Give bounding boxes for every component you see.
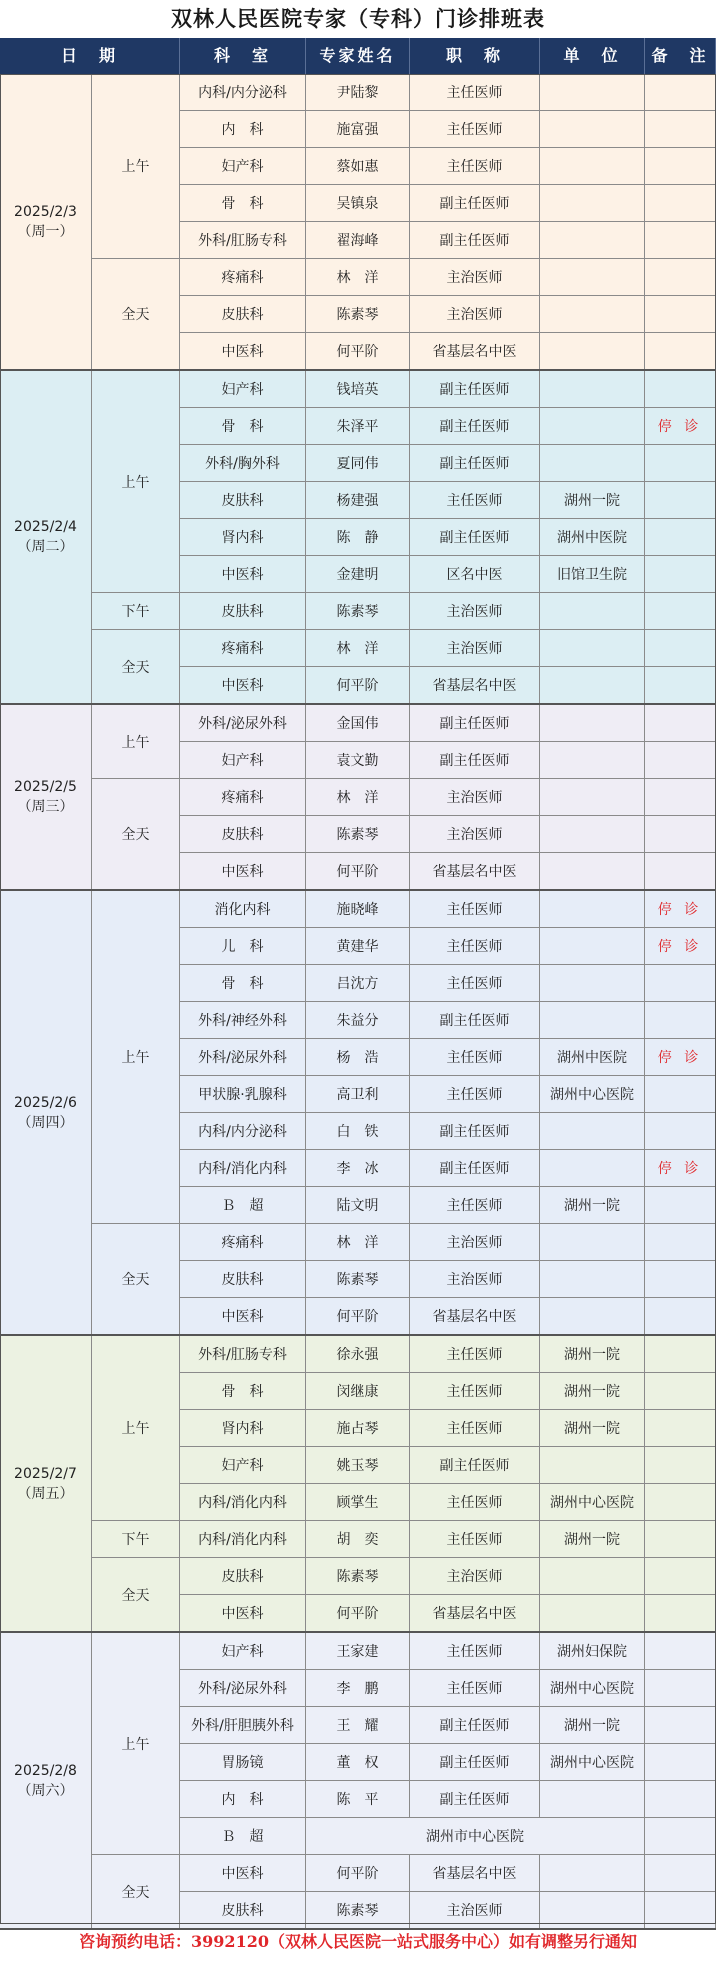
job-title-cell: 主治医师	[410, 816, 540, 853]
department-cell: 皮肤科	[180, 296, 306, 333]
period-cell: 上午	[92, 74, 180, 259]
expert-name-cell: 翟海峰	[306, 222, 410, 259]
remark-cell	[645, 965, 716, 1002]
unit-cell	[540, 1855, 645, 1892]
remark-cell	[645, 1707, 716, 1744]
department-cell: 内 科	[180, 111, 306, 148]
expert-name-cell: 吕沈方	[306, 965, 410, 1002]
department-cell: 内科/消化内科	[180, 1150, 306, 1187]
header-date: 日 期	[0, 38, 180, 74]
header-expert-name: 专家姓名	[306, 38, 410, 74]
job-title-cell: 副主任医师	[410, 1707, 540, 1744]
job-title-cell: 主任医师	[410, 1410, 540, 1447]
remark-cell: 停 诊	[645, 1150, 716, 1187]
unit-cell: 湖州中医院	[540, 1039, 645, 1076]
remark-cell	[645, 1261, 716, 1298]
department-cell: 外科/泌尿外科	[180, 1670, 306, 1707]
remark-cell	[645, 816, 716, 853]
expert-name-cell: 顾掌生	[306, 1484, 410, 1521]
expert-name-cell: 高卫利	[306, 1076, 410, 1113]
remark-cell	[645, 1187, 716, 1224]
date-value: 2025/2/6	[14, 1094, 77, 1111]
department-cell: 皮肤科	[180, 1892, 306, 1929]
expert-name-cell: 施晓峰	[306, 891, 410, 928]
remark-cell	[645, 667, 716, 704]
expert-name-cell: 吴镇泉	[306, 185, 410, 222]
remark-cell	[645, 1002, 716, 1039]
expert-name-cell: 董 权	[306, 1744, 410, 1781]
unit-cell	[540, 185, 645, 222]
unit-cell	[540, 593, 645, 630]
unit-cell	[540, 333, 645, 370]
department-cell: 骨 科	[180, 1373, 306, 1410]
department-cell: 中医科	[180, 1855, 306, 1892]
expert-name-cell: 陆文明	[306, 1187, 410, 1224]
job-title-cell: 副主任医师	[410, 1113, 540, 1150]
remark-cell	[645, 853, 716, 890]
remark-cell	[645, 1076, 716, 1113]
remark-cell	[645, 1410, 716, 1447]
expert-name-cell: 何平阶	[306, 333, 410, 370]
remark-cell	[645, 1447, 716, 1484]
department-cell: 内科/内分泌科	[180, 74, 306, 111]
job-title-cell: 副主任医师	[410, 222, 540, 259]
job-title-cell: 主任医师	[410, 928, 540, 965]
weekday-value: （周三）	[17, 799, 74, 815]
job-title-cell: 主治医师	[410, 779, 540, 816]
job-title-cell: 主任医师	[410, 111, 540, 148]
remark-cell	[645, 1224, 716, 1261]
job-title-cell: 副主任医师	[410, 519, 540, 556]
period-cell: 全天	[92, 1224, 180, 1335]
period-cell: 全天	[92, 1558, 180, 1632]
job-title-cell: 副主任医师	[410, 408, 540, 445]
job-title-cell: 主任医师	[410, 1633, 540, 1670]
remark-cell	[645, 1670, 716, 1707]
expert-name-cell: 王家建	[306, 1633, 410, 1670]
expert-name-cell: 杨建强	[306, 482, 410, 519]
job-title-cell: 主治医师	[410, 1224, 540, 1261]
department-cell: 外科/胸外科	[180, 445, 306, 482]
department-cell: 骨 科	[180, 408, 306, 445]
unit-cell: 湖州一院	[540, 482, 645, 519]
department-cell: 皮肤科	[180, 1558, 306, 1595]
job-title-cell: 副主任医师	[410, 185, 540, 222]
remark-cell	[645, 1595, 716, 1632]
unit-cell: 湖州中心医院	[540, 1076, 645, 1113]
department-cell: 内科/消化内科	[180, 1521, 306, 1558]
expert-name-cell: 金国伟	[306, 705, 410, 742]
department-cell: 甲状腺·乳腺科	[180, 1076, 306, 1113]
department-cell: 中医科	[180, 853, 306, 890]
remark-cell	[645, 556, 716, 593]
department-cell: 消化内科	[180, 891, 306, 928]
expert-name-cell: 蔡如惠	[306, 148, 410, 185]
department-cell: 疼痛科	[180, 630, 306, 667]
job-title-cell: 省基层名中医	[410, 1855, 540, 1892]
unit-cell	[540, 816, 645, 853]
remark-cell	[645, 482, 716, 519]
job-title-cell: 副主任医师	[410, 1150, 540, 1187]
job-title-cell: 副主任医师	[410, 1744, 540, 1781]
remark-cell	[645, 445, 716, 482]
unit-cell: 湖州一院	[540, 1187, 645, 1224]
unit-cell	[540, 371, 645, 408]
job-title-cell: 主任医师	[410, 1336, 540, 1373]
unit-cell	[540, 148, 645, 185]
job-title-cell: 副主任医师	[410, 371, 540, 408]
remark-cell	[645, 74, 716, 111]
unit-cell	[540, 408, 645, 445]
department-cell: 外科/肛肠专科	[180, 222, 306, 259]
expert-name-cell: 何平阶	[306, 1298, 410, 1335]
remark-cell	[645, 1373, 716, 1410]
expert-name-cell: 林 洋	[306, 779, 410, 816]
expert-name-cell: 钱培英	[306, 371, 410, 408]
remark-cell: 停 诊	[645, 408, 716, 445]
expert-name-cell: 林 洋	[306, 259, 410, 296]
expert-name-cell: 陈素琴	[306, 1261, 410, 1298]
department-cell: 皮肤科	[180, 816, 306, 853]
department-cell: 外科/肛肠专科	[180, 1336, 306, 1373]
expert-name-cell: 陈素琴	[306, 593, 410, 630]
header-unit: 单 位	[540, 38, 645, 74]
expert-name-cell: 王 耀	[306, 1707, 410, 1744]
job-title-cell: 主任医师	[410, 891, 540, 928]
expert-name-cell: 李 鹏	[306, 1670, 410, 1707]
expert-name-cell: 陈素琴	[306, 1558, 410, 1595]
department-cell: 儿 科	[180, 928, 306, 965]
job-title-cell: 主任医师	[410, 1076, 540, 1113]
period-cell: 全天	[92, 259, 180, 370]
remark-cell	[645, 1521, 716, 1558]
expert-name-cell: 黄建华	[306, 928, 410, 965]
remark-cell	[645, 1744, 716, 1781]
unit-cell	[540, 296, 645, 333]
unit-cell	[540, 222, 645, 259]
expert-name-cell: 施占琴	[306, 1410, 410, 1447]
department-cell: 皮肤科	[180, 1261, 306, 1298]
job-title-cell: 副主任医师	[410, 1781, 540, 1818]
remark-cell	[645, 779, 716, 816]
department-cell: 中医科	[180, 333, 306, 370]
expert-name-cell: 何平阶	[306, 667, 410, 704]
period-cell: 上午	[92, 1336, 180, 1521]
remark-cell	[645, 1781, 716, 1818]
remark-cell	[645, 222, 716, 259]
remark-cell	[645, 111, 716, 148]
department-cell: 肾内科	[180, 1410, 306, 1447]
remark-cell	[645, 1818, 716, 1855]
date-cell	[0, 705, 92, 890]
date-value: 2025/2/7	[14, 1465, 77, 1482]
unit-cell	[540, 259, 645, 296]
unit-cell: 湖州一院	[540, 1410, 645, 1447]
job-title-cell: 主任医师	[410, 1521, 540, 1558]
department-cell: 骨 科	[180, 185, 306, 222]
unit-cell	[540, 1298, 645, 1335]
expert-name-cell: 陈素琴	[306, 1892, 410, 1929]
remark-cell	[645, 593, 716, 630]
header-department: 科 室	[180, 38, 306, 74]
department-cell: 内科/消化内科	[180, 1484, 306, 1521]
period-cell: 下午	[92, 593, 180, 630]
department-cell: 疼痛科	[180, 259, 306, 296]
job-title-cell: 主治医师	[410, 593, 540, 630]
unit-cell: 湖州中心医院	[540, 1484, 645, 1521]
remark-cell	[645, 1336, 716, 1373]
unit-cell	[540, 891, 645, 928]
department-cell: 中医科	[180, 556, 306, 593]
job-title-cell: 主任医师	[410, 1039, 540, 1076]
weekday-value: （周六）	[17, 1782, 74, 1799]
unit-cell: 湖州妇保院	[540, 1633, 645, 1670]
expert-name-cell: 施富强	[306, 111, 410, 148]
department-cell: Ｂ 超	[180, 1818, 306, 1855]
expert-name-cell: 李 冰	[306, 1150, 410, 1187]
unit-cell	[540, 1261, 645, 1298]
header-remark: 备 注	[645, 38, 716, 74]
page-title: 双林人民医院专家（专科）门诊排班表	[171, 6, 545, 31]
department-cell: 外科/泌尿外科	[180, 705, 306, 742]
unit-cell	[540, 1002, 645, 1039]
period-cell: 上午	[92, 891, 180, 1224]
period-cell: 全天	[92, 630, 180, 704]
expert-name-cell: 朱益分	[306, 1002, 410, 1039]
unit-cell: 湖州一院	[540, 1336, 645, 1373]
job-title-cell: 主任医师	[410, 965, 540, 1002]
expert-name-cell: 胡 奕	[306, 1521, 410, 1558]
job-title-cell: 省基层名中医	[410, 1595, 540, 1632]
remark-cell	[645, 630, 716, 667]
merged-unit-cell: 湖州市中心医院	[306, 1818, 645, 1855]
job-title-cell: 主任医师	[410, 148, 540, 185]
job-title-cell: 主任医师	[410, 1187, 540, 1224]
job-title-cell: 主任医师	[410, 1670, 540, 1707]
date-value: 2025/2/3	[14, 203, 77, 220]
job-title-cell: 主任医师	[410, 1484, 540, 1521]
period-cell: 全天	[92, 779, 180, 890]
department-cell: Ｂ 超	[180, 1187, 306, 1224]
remark-cell	[645, 371, 716, 408]
unit-cell: 湖州一院	[540, 1521, 645, 1558]
job-title-cell: 省基层名中医	[410, 853, 540, 890]
job-title-cell: 主任医师	[410, 482, 540, 519]
remark-cell: 停 诊	[645, 928, 716, 965]
period-cell: 上午	[92, 705, 180, 779]
remark-cell	[645, 519, 716, 556]
department-cell: 内科/内分泌科	[180, 1113, 306, 1150]
expert-name-cell: 陈 平	[306, 1781, 410, 1818]
job-title-cell: 省基层名中医	[410, 333, 540, 370]
remark-cell	[645, 185, 716, 222]
expert-name-cell: 陈 静	[306, 519, 410, 556]
remark-cell	[645, 148, 716, 185]
expert-name-cell: 金建明	[306, 556, 410, 593]
expert-name-cell: 何平阶	[306, 1595, 410, 1632]
expert-name-cell: 姚玉琴	[306, 1447, 410, 1484]
expert-name-cell: 夏同伟	[306, 445, 410, 482]
unit-cell	[540, 445, 645, 482]
period-cell: 上午	[92, 371, 180, 593]
department-cell: 中医科	[180, 1595, 306, 1632]
date-cell	[0, 891, 92, 1335]
job-title-cell: 省基层名中医	[410, 667, 540, 704]
department-cell: 中医科	[180, 1298, 306, 1335]
unit-cell	[540, 1113, 645, 1150]
department-cell: 疼痛科	[180, 779, 306, 816]
unit-cell	[540, 667, 645, 704]
unit-cell	[540, 779, 645, 816]
job-title-cell: 主治医师	[410, 296, 540, 333]
date-cell	[0, 1633, 92, 1929]
unit-cell	[540, 1558, 645, 1595]
unit-cell	[540, 742, 645, 779]
job-title-cell: 主治医师	[410, 1892, 540, 1929]
weekday-value: （周四）	[17, 1114, 74, 1131]
job-title-cell: 主治医师	[410, 630, 540, 667]
unit-cell	[540, 1150, 645, 1187]
unit-cell	[540, 74, 645, 111]
unit-cell	[540, 630, 645, 667]
unit-cell	[540, 705, 645, 742]
unit-cell	[540, 111, 645, 148]
job-title-cell: 主任医师	[410, 74, 540, 111]
department-cell: 肾内科	[180, 519, 306, 556]
period-cell: 全天	[92, 1855, 180, 1929]
remark-cell	[645, 742, 716, 779]
weekday-value: （周一）	[17, 223, 74, 240]
expert-name-cell: 徐永强	[306, 1336, 410, 1373]
footer-notice: 咨询预约电话：3992120（双林人民医院一站式服务中心）如有调整另行通知	[79, 1932, 637, 1951]
unit-cell: 湖州中医院	[540, 519, 645, 556]
remark-cell: 停 诊	[645, 1039, 716, 1076]
expert-name-cell: 朱泽平	[306, 408, 410, 445]
period-cell: 上午	[92, 1633, 180, 1855]
unit-cell	[540, 1781, 645, 1818]
weekday-value: （周二）	[17, 539, 74, 555]
date-cell	[0, 371, 92, 704]
department-cell: 外科/神经外科	[180, 1002, 306, 1039]
unit-cell: 湖州中心医院	[540, 1744, 645, 1781]
date-cell	[0, 1336, 92, 1632]
job-title-cell: 区名中医	[410, 556, 540, 593]
unit-cell: 湖州一院	[540, 1707, 645, 1744]
expert-name-cell: 杨 浩	[306, 1039, 410, 1076]
department-cell: 外科/肝胆胰外科	[180, 1707, 306, 1744]
department-cell: 妇产科	[180, 1447, 306, 1484]
job-title-cell: 省基层名中医	[410, 1298, 540, 1335]
remark-cell	[645, 296, 716, 333]
date-value: 2025/2/5	[14, 779, 77, 795]
period-cell: 下午	[92, 1521, 180, 1558]
unit-cell: 旧馆卫生院	[540, 556, 645, 593]
department-cell: 疼痛科	[180, 1224, 306, 1261]
job-title-cell: 副主任医师	[410, 705, 540, 742]
remark-cell	[645, 1484, 716, 1521]
unit-cell	[540, 928, 645, 965]
department-cell: 中医科	[180, 667, 306, 704]
department-cell: 骨 科	[180, 965, 306, 1002]
department-cell: 外科/泌尿外科	[180, 1039, 306, 1076]
job-title-cell: 副主任医师	[410, 445, 540, 482]
job-title-cell: 副主任医师	[410, 1002, 540, 1039]
job-title-cell: 主治医师	[410, 1261, 540, 1298]
unit-cell	[540, 1224, 645, 1261]
remark-cell	[645, 1633, 716, 1670]
job-title-cell: 主任医师	[410, 1373, 540, 1410]
department-cell: 妇产科	[180, 742, 306, 779]
unit-cell: 湖州一院	[540, 1373, 645, 1410]
weekday-value: （周五）	[17, 1485, 74, 1502]
unit-cell	[540, 853, 645, 890]
remark-cell	[645, 333, 716, 370]
expert-name-cell: 何平阶	[306, 853, 410, 890]
expert-name-cell: 何平阶	[306, 1855, 410, 1892]
date-value: 2025/2/4	[14, 519, 77, 535]
expert-name-cell: 闵继康	[306, 1373, 410, 1410]
expert-name-cell: 林 洋	[306, 630, 410, 667]
remark-cell	[645, 1855, 716, 1892]
department-cell: 妇产科	[180, 371, 306, 408]
unit-cell: 湖州中心医院	[540, 1670, 645, 1707]
department-cell: 胃肠镜	[180, 1744, 306, 1781]
remark-cell	[645, 259, 716, 296]
remark-cell	[645, 1558, 716, 1595]
remark-cell	[645, 1113, 716, 1150]
department-cell: 皮肤科	[180, 593, 306, 630]
job-title-cell: 主治医师	[410, 1558, 540, 1595]
date-value: 2025/2/8	[14, 1762, 77, 1779]
job-title-cell: 副主任医师	[410, 1447, 540, 1484]
unit-cell	[540, 965, 645, 1002]
department-cell: 妇产科	[180, 148, 306, 185]
job-title-cell: 主治医师	[410, 259, 540, 296]
unit-cell	[540, 1447, 645, 1484]
department-cell: 皮肤科	[180, 482, 306, 519]
unit-cell	[540, 1595, 645, 1632]
expert-name-cell: 林 洋	[306, 1224, 410, 1261]
date-cell	[0, 74, 92, 370]
expert-name-cell: 陈素琴	[306, 816, 410, 853]
expert-name-cell: 白 铁	[306, 1113, 410, 1150]
expert-name-cell: 尹陆黎	[306, 74, 410, 111]
remark-cell	[645, 1298, 716, 1335]
remark-cell	[645, 705, 716, 742]
job-title-cell: 副主任医师	[410, 742, 540, 779]
remark-cell: 停 诊	[645, 891, 716, 928]
department-cell: 内 科	[180, 1781, 306, 1818]
expert-name-cell: 陈素琴	[306, 296, 410, 333]
expert-name-cell: 袁文勤	[306, 742, 410, 779]
header-job-title: 职 称	[410, 38, 540, 74]
department-cell: 妇产科	[180, 1633, 306, 1670]
